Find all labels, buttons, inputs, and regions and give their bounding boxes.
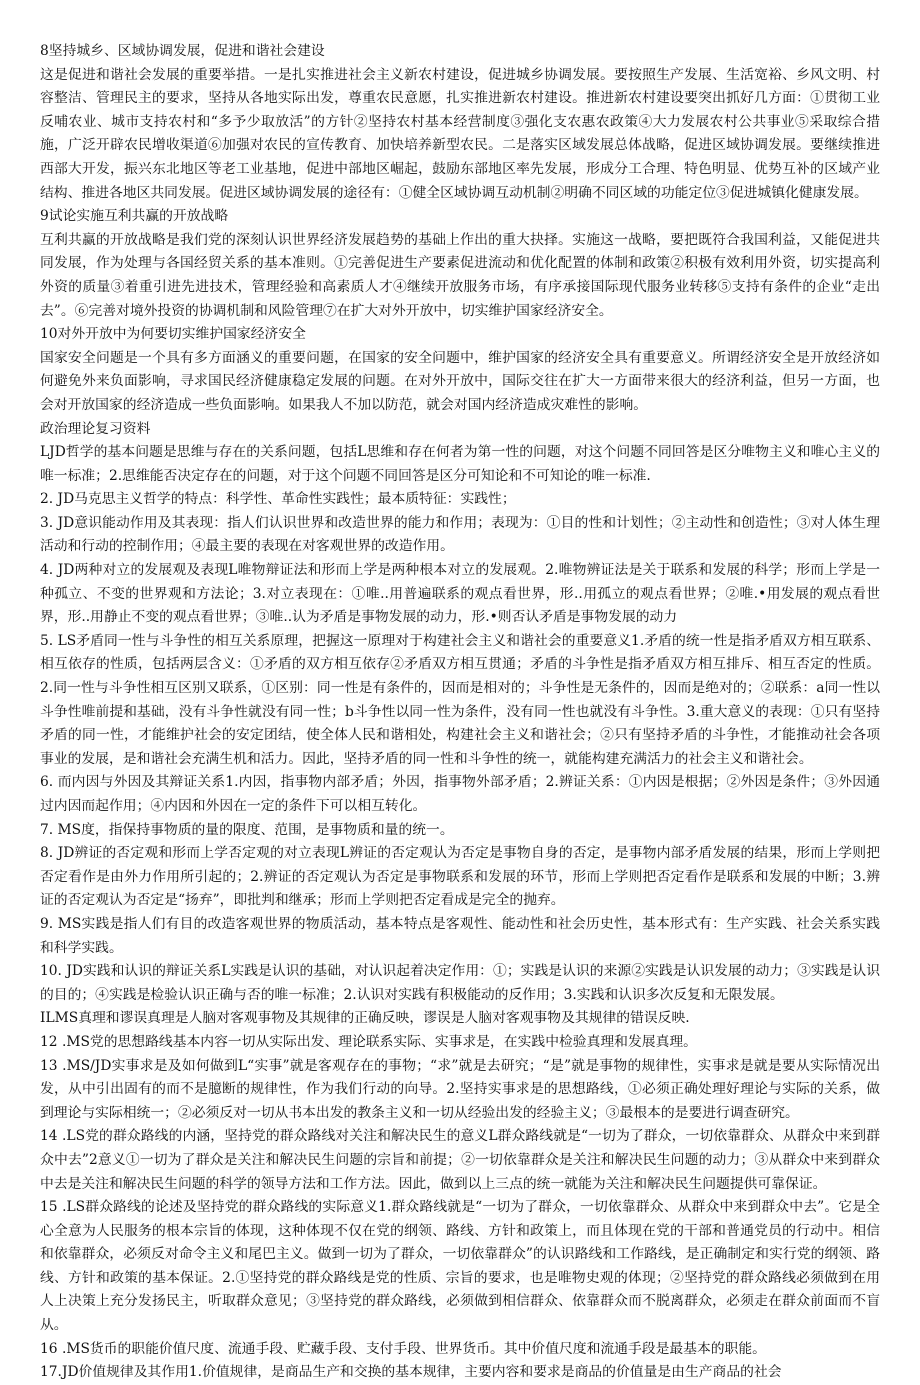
item-2: 2. JD马克思主义哲学的特点：科学性、革命性实践性；最本质特征：实践性； <box>40 491 516 508</box>
paragraph-9-body: 互利共赢的开放战略是我们党的深刻认识世界经济发展趋势的基础上作出的重大抉择。实施这一战略，要把既符合我国利益，又能促进共同发展，作为处理与各国经贸关系的基本准则。①完善促进生产要素促进流动和优化配置的体制和政策②积极有效利用外资，切实提高利外资的质量③着重引进先进技术，管理经验和高素质人才④继续开放服务市场，有序承接国际现代服务业转移⑤支持有条件的企业“走出去”。⑥完善对境外投资的协调机制和风险管理⑦在扩大对外开放中，切实维护国家经济安全。 <box>40 231 880 319</box>
item-6: 6. 而内因与外因及其辩证关系1.内因，指事物内部矛盾；外因，指事物外部矛盾；2.辨证关系：①内因是根据；②外因是条件；③外因通过内因而起作用；④内因和外因在一定的条件下可以相互转化。 <box>40 774 880 814</box>
section-heading-9: 9试论实施互利共赢的开放战略 <box>40 208 229 225</box>
item-1: LJD哲学的基本问题是思维与存在的关系问题，包括L思维和存在何者为第一性的问题，对这个问题不同回答是区分唯物主义和唯心主义的唯一标准；2.思维能否决定存在的问题，对于这个问题不同回答是区分可知论和不可知论的唯一标准. <box>40 444 880 484</box>
document-subtitle: 政治理论复习资料 <box>40 420 151 437</box>
item-14: 14 .LS党的群众路线的内涵，坚持党的群众路线对关注和解决民生的意义L群众路线就是“一切为了群众，一切依靠群众、从群众中来到群众中去”2意义①一切为了群众是关注和解决民生问题的宗旨和前提；②一切依靠群众是关注和解决民生问题的动力；③从群众中来到群众中去是关注和解决民生问题的科学的领导方法和工作方法。因此，做到以上三点的统一就能为关注和解决民生问题提供可靠保证。 <box>40 1128 880 1192</box>
item-17: 17.JD价值规律及其作用1.价值规律，是商品生产和交换的基本规律，主要内容和要求是商品的价值量是由生产商品的社会 <box>40 1364 782 1381</box>
item-4: 4. JD两种对立的发展观及表现L唯物辩证法和形而上学是两种根本对立的发展观。2.唯物辨证法是关于联系和发展的科学；形而上学是一种孤立、不变的世界观和方法论；3.对立表现在：①唯..用普遍联系的观点看世界，形..用孤立的观点看世界；②唯.•用发展的观点看世界，形..用静止不变的观点看世界；③唯..认为矛盾是事物发展的动力，形.•则否认矛盾是事物发展的动力 <box>40 562 880 626</box>
item-9: 9. MS实践是指人们有目的改造客观世界的物质活动，基本特点是客观性、能动性和社会历史性，基本形式有：生产实践、社会关系实践和科学实践。 <box>40 915 880 956</box>
item-7: 7. MS度，指保持事物质的量的限度、范围，是事物质和量的统一。 <box>40 821 454 838</box>
item-12: 12 .MS党的思想路线基本内容一切从实际出发、理论联系实际、实事求是，在实践中检验真理和发展真理。 <box>40 1033 697 1050</box>
item-16: 16 .MS货币的职能价值尺度、流通手段、贮藏手段、支付手段、世界货币。其中价值尺度和流通手段是最基本的职能。 <box>40 1340 766 1357</box>
item-15: 15 .LS群众路线的论述及坚持党的群众路线的实际意义1.群众路线就是“一切为了群众，一切依靠群众、从群众中来到群众中去”。它是全心全意为人民服务的根本宗旨的体现，这种体现不仅在党的纲领、路线、方针和政策上，而且体现在党的干部和普通党员的行动中。相信和依靠群众，必须反对命令主义和尾巴主义。做到一切为了群众，一切依靠群众”的认识路线和工作路线，是正确制定和实行党的纲领、路线、方针和政策的基本保证。2.①坚持党的群众路线是党的性质、宗旨的要求，也是唯物史观的体现；②坚持党的群众路线必须做到在用人上决策上充分发扬民主，听取群众意见；③坚持党的群众路线，必须做到相信群众、依靠群众而不脱离群众，必须走在群众前面而不盲从。 <box>40 1199 880 1334</box>
item-11: ILMS真理和谬误真理是人脑对客观事物及其规律的正确反映，谬误是人脑对客观事物及其规律的错误反映. <box>40 1010 690 1027</box>
item-8: 8. JD辨证的否定观和形而上学否定观的对立表现L辨证的否定观认为否定是事物自身的否定，是事物内部矛盾发展的结果，形而上学则把否定看作是由外力作用所引起的；2.辨证的否定观认为否定是事物联系和发展的环节，形而上学则把否定看作是联系和发展的中断；3.辨证的否定观认为否定是“扬弃”，即批判和继承；形而上学则把否定看成是完全的抛弃。 <box>40 845 880 909</box>
section-heading-8: 8坚持城乡、区域协调发展，促进和谐社会建设 <box>40 43 325 59</box>
item-13: 13 .MS/JD实事求是及如何做到L“实事”就是客观存在的事物；“求”就是去研究；“是”就是事物的规律性，实事求是就是要从实际情况出发，从中引出固有的而不是臆断的规律性，作为我们行动的向导。2.坚持实事求是的思想路线，①必须正确处理好理论与实际的关系，做到理论与实际相统一；②必须反对一切从书本出发的教条主义和一切从经验出发的经验主义；③最根本的是要进行调查研究。 <box>40 1057 880 1121</box>
document-page <box>40 40 880 1381</box>
item-5: 5. LS矛盾同一性与斗争性的相互关系原理，把握这一原理对于构建社会主义和谐社会的重要意义1.矛盾的统一性是指矛盾双方相互联系、相互依存的性质，包括两层含义：①矛盾的双方相互依存②矛盾双方相互贯通；矛盾的斗争性是指矛盾双方相互排斥、相互否定的性质。2.同一性与斗争性相互区别又联系，①区别：同一性是有条件的，因而是相对的；斗争性是无条件的，因而是绝对的；②联系：a同一性以斗争性唯前提和基础，没有斗争性就没有同一性；b斗争性以同一性为条件，没有同一性也就没有斗争性。3.重大意义的表现：①只有坚持矛盾的同一性，才能维护社会的安定团结，使全体人民和谐相处，构建社会主义和谐社会；②只有坚持矛盾的斗争性，才能推动社会各项事业的发展，是和谐社会充满生机和活力。因此，坚持矛盾的同一性和斗争性的统一，就能构建充满活力的社会主义和谐社会。 <box>40 632 880 767</box>
paragraph-10-body: 国家安全问题是一个具有多方面涵义的重要问题，在国家的安全问题中，维护国家的经济安全具有重要意义。所谓经济安全是开放经济如何避免外来负面影响，寻求国民经济健康稳定发展的问题。在对外开放中，国际交往在扩大一方面带来很大的经济利益，但另一方面，也会对开放国家的经济造成一些负面影响。如果我人不加以防范，就会对国内经济造成灾难性的影响。 <box>40 349 880 413</box>
item-3: 3. JD意识能动作用及其表现：指人们认识世界和改造世界的能力和作用；表现为：①目的性和计划性；②主动性和创造性；③对人体生理活动和行动的控制作用；④最主要的表现在对客观世界的改造作用。 <box>40 514 880 555</box>
item-10: 10. JD实践和认识的辩证关系L实践是认识的基础，对认识起着决定作用：①；实践是认识的来源②实践是认识发展的动力；③实践是认识的目的；④实践是检验认识正确与否的唯一标准；2.认识对实践有积极能动的反作用；3.实践和认识多次反复和无限发展。 <box>40 963 880 1003</box>
section-heading-10: 10对外开放中为何要切实维护国家经济安全 <box>40 326 306 343</box>
paragraph-8-body: 这是促进和谐社会发展的重要举措。一是扎实推进社会主义新农村建设，促进城乡协调发展。要按照生产发展、生活宽裕、乡风文明、村容整洁、管理民主的要求，坚持从各地实际出发，尊重农民意愿，扎实推进新农村建设。推进新农村建设要突出抓好几方面：①贯彻工业反哺农业、城市支持农村和“多予少取放活”的方针②坚持农村基本经营制度③强化支农惠农政策④大力发展农村公共事业⑤采取综合措施，广泛开辟农民增收渠道⑥加强对农民的宣传教育、加快培养新型农民。二是落实区域发展总体战略，促进区域协调发展。要继续推进西部大开发，振兴东北地区等老工业基地，促进中部地区崛起，鼓励东部地区率先发展，形成分工合理、特色明显、优势互补的区域产业结构、推进各地区共同发展。促进区域协调发展的途径有：①健全区域协调互动机制②明确不同区域的功能定位③促进城镇化健康发展。 <box>40 66 880 201</box>
